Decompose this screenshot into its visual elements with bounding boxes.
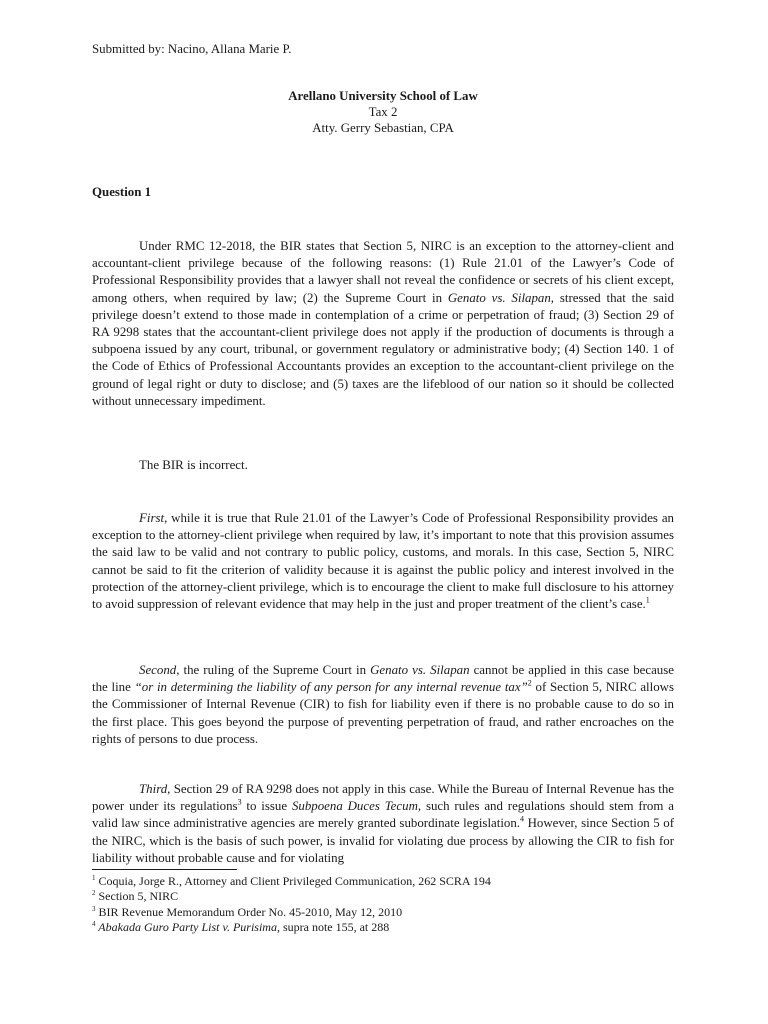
p2-text: The BIR is incorrect.: [139, 458, 248, 472]
paragraph-4: [92, 662, 674, 748]
paragraph-1: [92, 238, 674, 410]
footnote-1: $^1$ Coquia, Jorge R., Attorney and Client Privileged Communication, 262 SCRA 194: [92, 874, 491, 888]
paragraph-2: [92, 457, 674, 474]
p1-text-b: stressed that the said privilege doesn’t extend to those made in contemplation of a crime or perpetration of fraud; (3) Section 29 of RA 9298 states that the accountant-client privilege does not apply if the production of documents is through a subpoena issued by any court, tribunal, or government regulatory or administrative body; (4) Section 140. 1 of the Code of Ethics of Professional Accountants provides an exception to the accountant-client privilege on the ground of legal right or duty to disclose; and (5) taxes are the lifeblood of our nation so it should be collected without unnecessary impediment.: [92, 290, 675, 408]
p4-lead: Second,: [139, 663, 180, 677]
school-name: Arellano University School of Law: [288, 89, 478, 103]
footnote-ref-2: 2: [527, 678, 532, 688]
p1-text-a: Under RMC 12-2018, the BIR states that Section 5, NIRC is an exception to the attorney-client and accountant-client privilege because of the following reasons: (1) Rule 21.01 of the Lawyer’s Code of Professional Responsibility provides that a lawyer shall not reveal the confidence or secrets of his client except, among others, when required by law; (2) the Supreme Court in: [92, 239, 674, 305]
p5-text-a: Section 29 of RA 9298 does not apply in this case. While the Bureau of Internal Revenue has the power under its regulations: [92, 782, 674, 814]
p4-text-b: cannot be applied in this case because the line: [92, 663, 674, 695]
legal-term: Subpoena Duces Tecum: [291, 799, 418, 814]
footnote-ref-1: 1: [645, 595, 650, 605]
professor-name: Atty. Gerry Sebastian, CPA: [312, 121, 454, 135]
p5-text-b: to issue: [241, 799, 292, 814]
footnote-3: $^3$ BIR Revenue Memorandum Order No. 45-2010, May 12, 2010: [92, 904, 403, 919]
footnotes: [92, 874, 674, 936]
case-name: Genato vs. Silapan,: [447, 290, 555, 305]
quoted-line: “or in determining the liability of any person for any internal revenue tax”: [134, 680, 528, 695]
p3-lead: First,: [139, 511, 168, 525]
case-name: Genato vs. Silapan: [370, 663, 470, 677]
footnote-ref-3: 3: [237, 797, 242, 807]
submitted-by: Submitted by: Nacino, Allana Marie P.: [92, 42, 292, 56]
p5-lead: Third,: [139, 782, 171, 796]
p4-text-a: the ruling of the Supreme Court in: [179, 663, 371, 677]
paragraph-3: [92, 510, 674, 613]
footnote-4: $^4$ Abakada Guro Party List v. Purisima, supra note 155, at 288: [92, 920, 390, 935]
footnote-divider: [92, 869, 237, 870]
question-title: Question 1: [92, 185, 152, 199]
footnote-2: $^2$ Section 5, NIRC: [92, 889, 179, 904]
footnote-ref-4: 4: [520, 815, 525, 825]
course-name: Tax 2: [368, 105, 398, 119]
document-header: [92, 88, 674, 136]
p5-text-d: However, since Section 5 of the NIRC, which is the basis of such power, is invalid for violating due process by allowing the CIR to fish for liability without probable cause and for violating: [92, 816, 674, 865]
p5-text-c: , such rules and regulations should stem from a valid law since administrative agencies are merely granted subordinate legislation.: [92, 799, 674, 831]
p4-text-c: of Section 5, NIRC allows the Commissioner of Internal Revenue (CIR) to fish for liability even if there is no probable cause to do so in the first place. This goes beyond the purpose of preventing perpetration of fraud, and rather encroaches on the rights of persons to due process.: [92, 680, 674, 746]
p3-text: while it is true that Rule 21.01 of the Lawyer’s Code of Professional Responsibility provides an exception to the attorney-client privilege when required by law, it’s important to note that this provision assumes the said law to be valid and not contrary to public policy, customs, and morals. In this case, Section 5, NIRC cannot be said to fit the criterion of validity because it is against the public policy and interest involved in the protection of the attorney-client privilege, which is to encourage the client to make full disclosure to his attorney to avoid suppression of relevant evidence that may help in the just and proper treatment of the client’s case.: [92, 511, 674, 612]
paragraph-5: [92, 781, 674, 867]
